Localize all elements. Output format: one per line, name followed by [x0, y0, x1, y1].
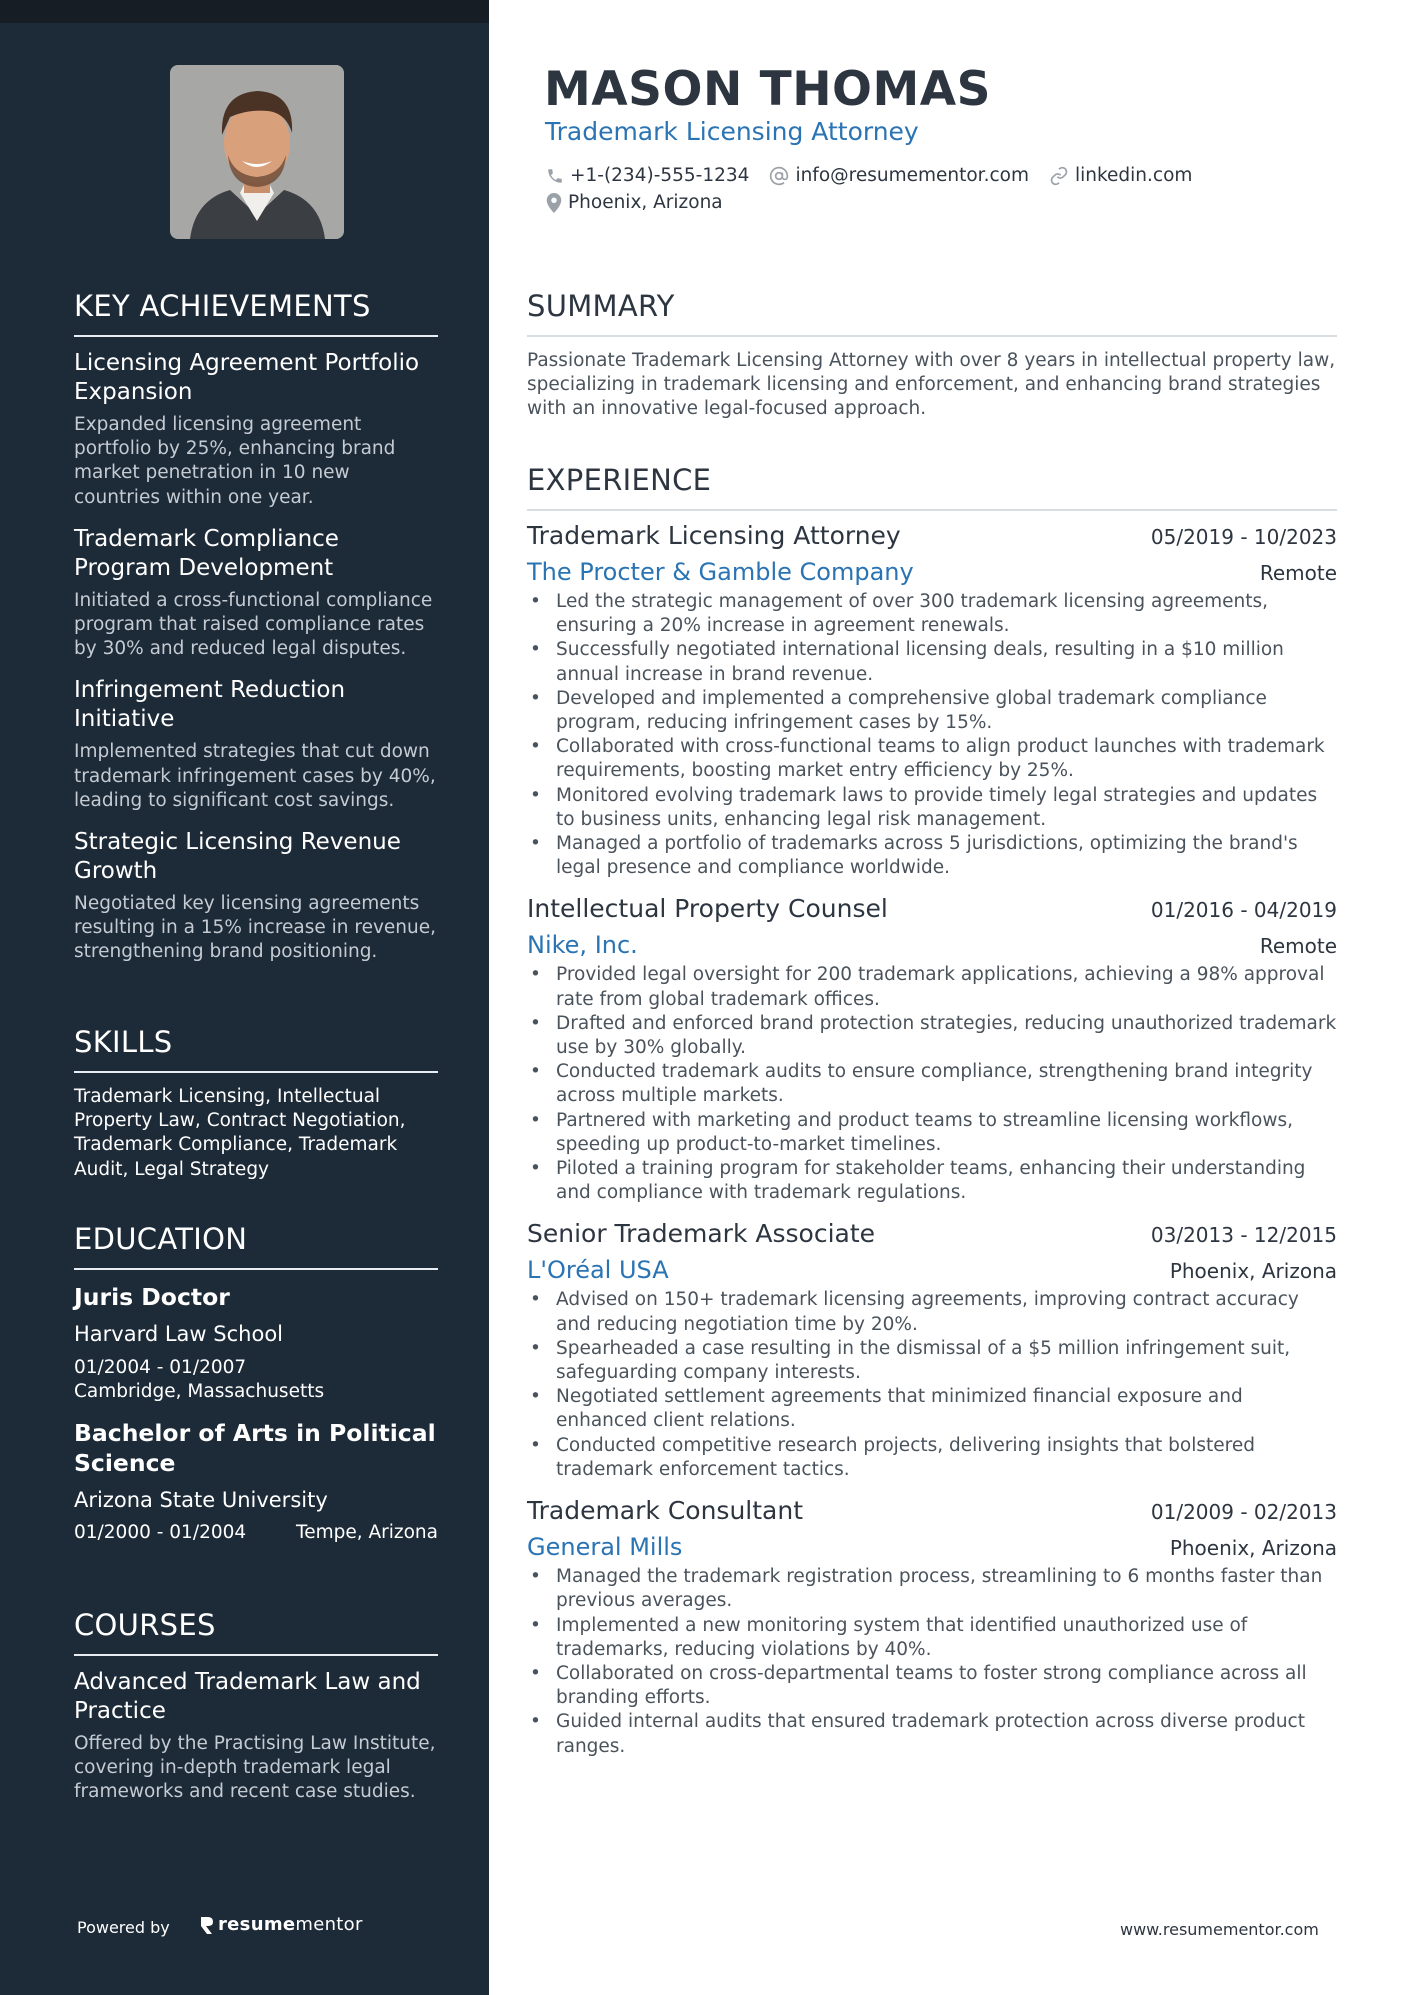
- job-company: Nike, Inc.: [527, 931, 638, 960]
- job-location: Phoenix, Arizona: [1169, 1259, 1337, 1284]
- skills-heading: SKILLS: [74, 1025, 438, 1073]
- achievements-heading: KEY ACHIEVEMENTS: [74, 289, 438, 337]
- job-entry: [527, 521, 1337, 880]
- phone-icon: [546, 167, 564, 185]
- achievement-title: Licensing Agreement Portfolio Expansion: [74, 350, 420, 405]
- job-entry: [527, 1496, 1337, 1759]
- job-dates: 05/2019 - 10/2023: [1150, 525, 1337, 549]
- job-title: Senior Trademark Associate: [527, 1219, 876, 1249]
- phone-text: +1-(234)-555-1234: [570, 165, 750, 186]
- education-section: [74, 1222, 438, 1543]
- education-school: Arizona State University: [74, 1488, 328, 1512]
- education-dates: 01/2000 - 01/2004: [74, 1522, 247, 1543]
- job-bullet: • Piloted a training program for stakeholder teams, enhancing their understanding and compliance with trademark regulations.: [527, 1157, 1337, 1205]
- sidebar-top-bar: [0, 0, 489, 23]
- job-bullets: [527, 1288, 1337, 1482]
- course-desc: Offered by the Practising Law Institute, covering in-depth trademark legal frameworks and recent case studies.: [74, 1733, 436, 1803]
- achievement-item: [74, 349, 438, 510]
- powered-by-label: Powered by: [77, 1918, 170, 1937]
- job-company: L'Oréal USA: [527, 1256, 669, 1285]
- job-dates: 01/2016 - 04/2019: [1150, 898, 1337, 923]
- job-bullet: • Conducted trademark audits to ensure compliance, strengthening brand integrity across multiple markets.: [527, 1060, 1337, 1108]
- achievement-desc: Negotiated key licensing agreements resulting in a 15% increase in revenue, strengthening brand positioning.: [74, 893, 437, 963]
- brand-light: mentor: [295, 1914, 363, 1935]
- course-item: [74, 1668, 438, 1805]
- achievements-section: [74, 289, 438, 965]
- job-bullet: • Collaborated on cross-departmental teams to foster strong compliance across all branding efforts.: [527, 1662, 1337, 1710]
- job-subheader: [527, 1533, 1337, 1561]
- job-location: Phoenix, Arizona: [1169, 1536, 1337, 1561]
- achievement-desc: Expanded licensing agreement portfolio by 25%, enhancing brand market penetration in 10 new countries within one year.: [74, 414, 396, 508]
- resumementor-logo-text: [218, 1914, 363, 1935]
- candidate-name: MASON THOMAS: [544, 62, 991, 117]
- email-text: info@resumementor.com: [795, 165, 1029, 186]
- job-bullet: • Partnered with marketing and product teams to streamline licensing workflows, speeding up product-to-market timelines.: [527, 1109, 1337, 1157]
- job-bullet: • Led the strategic management of over 300 trademark licensing agreements, ensuring a 20% increase in agreement renewals.: [527, 590, 1337, 638]
- education-item: [74, 1282, 438, 1404]
- skills-list: Trademark Licensing, Intellectual Property Law, Contract Negotiation, Trademark Compliance, Trademark Audit, Legal Strategy: [74, 1086, 406, 1180]
- resumementor-logo-icon: [200, 1915, 214, 1935]
- job-dates: 03/2013 - 12/2015: [1150, 1223, 1337, 1248]
- job-subheader: [527, 558, 1337, 586]
- job-bullets: [527, 590, 1337, 880]
- contact-row: [546, 192, 743, 213]
- contact-email[interactable]: [769, 165, 1029, 186]
- courses-section: [74, 1608, 438, 1805]
- achievement-desc: Initiated a cross-functional compliance program that raised compliance rates by 30% and reduced legal disputes.: [74, 589, 433, 660]
- link-icon: [1049, 166, 1069, 186]
- education-heading: EDUCATION: [74, 1222, 438, 1270]
- job-entry: [527, 894, 1337, 1205]
- achievement-desc: Implemented strategies that cut down trademark infringement cases by 40%, leading to significant cost savings.: [74, 741, 436, 811]
- job-location: Remote: [1259, 561, 1337, 585]
- job-header: [527, 521, 1337, 550]
- education-degree: Juris Doctor: [74, 1283, 230, 1311]
- contact-row: [546, 165, 1212, 186]
- skills-section: [74, 1025, 438, 1182]
- footer-website-link[interactable]: www.resumementor.com: [1120, 1920, 1319, 1939]
- at-sign-icon: [769, 166, 789, 186]
- job-bullet: • Spearheaded a case resulting in the dismissal of a $5 million infringement suit, safeguarding company interests.: [527, 1337, 1337, 1385]
- job-dates: 01/2009 - 02/2013: [1150, 1500, 1337, 1525]
- education-location: Cambridge, Massachusetts: [74, 1381, 325, 1402]
- achievement-title: Trademark Compliance Program Development: [74, 525, 339, 581]
- summary-text: Passionate Trademark Licensing Attorney with over 8 years in intellectual property law, specializing in trademark licensing and enforcement, and enhancing brand strategies with an innovative legal-focused approach.: [527, 350, 1336, 420]
- achievement-item: [74, 676, 438, 813]
- sidebar: [0, 0, 489, 1995]
- education-degree: Bachelor of Arts in Political Science: [74, 1419, 436, 1477]
- job-company: General Mills: [527, 1533, 683, 1562]
- job-header: [527, 1219, 1337, 1248]
- job-bullet: • Developed and implemented a comprehensive global trademark compliance program, reducing infringement cases by 15%.: [527, 687, 1337, 735]
- job-title: Trademark Consultant: [527, 1496, 804, 1526]
- job-header: [527, 1496, 1337, 1525]
- experience-section: [527, 463, 1337, 1759]
- achievement-title: Strategic Licensing Revenue Growth: [74, 829, 401, 885]
- contact-phone[interactable]: [546, 165, 749, 186]
- courses-heading: COURSES: [74, 1608, 438, 1656]
- achievement-title: Infringement Reduction Initiative: [74, 677, 346, 733]
- summary-heading: SUMMARY: [527, 289, 1337, 337]
- job-bullet: • Drafted and enforced brand protection strategies, reducing unauthorized trademark use by 30% globally.: [527, 1012, 1337, 1060]
- education-location: Tempe, Arizona: [296, 1522, 438, 1543]
- location-text: Phoenix, Arizona: [568, 192, 723, 213]
- job-header: [527, 894, 1337, 923]
- job-bullet: • Managed the trademark registration process, streamlining to 6 months faster than previous averages.: [527, 1565, 1337, 1613]
- summary-section: [527, 289, 1337, 422]
- education-school: Harvard Law School: [74, 1322, 283, 1346]
- job-bullet: • Conducted competitive research projects, delivering insights that bolstered trademark enforcement tactics.: [527, 1434, 1337, 1482]
- education-meta-row: [74, 1522, 438, 1543]
- job-company: The Procter & Gamble Company: [527, 558, 914, 586]
- job-bullet: • Successfully negotiated international licensing deals, resulting in a $10 million annual increase in brand revenue.: [527, 638, 1337, 686]
- job-bullet: • Implemented a new monitoring system that identified unauthorized use of trademarks, reducing violations by 40%.: [527, 1614, 1337, 1662]
- course-title: Advanced Trademark Law and Practice: [74, 1669, 421, 1724]
- resumementor-logo[interactable]: [200, 1914, 363, 1935]
- education-dates: 01/2004 - 01/2007: [74, 1357, 247, 1378]
- experience-heading: EXPERIENCE: [527, 463, 1337, 511]
- achievement-item: [74, 525, 438, 662]
- job-bullets: [527, 963, 1337, 1205]
- job-subheader: [527, 931, 1337, 959]
- contact-location: [546, 192, 723, 213]
- job-bullet: • Monitored evolving trademark laws to provide timely legal strategies and updates to business units, enhancing legal risk management.: [527, 784, 1337, 832]
- location-pin-icon: [546, 193, 562, 213]
- brand-bold: resume: [218, 1914, 296, 1935]
- job-bullet: • Guided internal audits that ensured trademark protection across diverse product ranges.: [527, 1710, 1337, 1758]
- job-bullet: • Advised on 150+ trademark licensing agreements, improving contract accuracy and reducing negotiation time by 20%.: [527, 1288, 1337, 1336]
- job-bullets: [527, 1565, 1337, 1759]
- job-bullet: • Collaborated with cross-functional teams to align product launches with trademark requirements, boosting market entry efficiency by 25%.: [527, 735, 1337, 783]
- job-bullet: • Negotiated settlement agreements that minimized financial exposure and enhanced client relations.: [527, 1385, 1337, 1433]
- candidate-role: Trademark Licensing Attorney: [545, 117, 919, 146]
- job-entry: [527, 1219, 1337, 1482]
- job-subheader: [527, 1256, 1337, 1284]
- contact-linkedin[interactable]: [1049, 165, 1192, 186]
- job-location: Remote: [1259, 934, 1337, 959]
- education-item: [74, 1418, 438, 1543]
- job-title: Trademark Licensing Attorney: [527, 521, 901, 550]
- job-title: Intellectual Property Counsel: [527, 894, 888, 924]
- profile-photo: [170, 65, 344, 239]
- achievement-item: [74, 828, 438, 965]
- job-bullet: • Managed a portfolio of trademarks across 5 jurisdictions, optimizing the brand's legal presence and compliance worldwide.: [527, 832, 1337, 880]
- job-bullet: • Provided legal oversight for 200 trademark applications, achieving a 98% approval rate from global trademark offices.: [527, 963, 1337, 1011]
- linkedin-text: linkedin.com: [1074, 165, 1193, 186]
